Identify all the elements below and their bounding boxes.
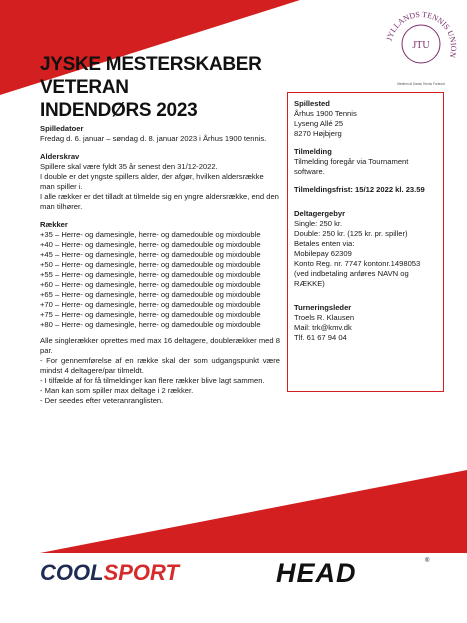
spilledatoer-text: Fredag d. 6. januar – søndag d. 8. januar 2023 i Århus 1900 tennis. <box>40 134 267 143</box>
raekke-item: +65 – Herre- og damesingle, herre- og damedouble og mixdouble <box>40 290 261 299</box>
spillested-line: Lyseng Allé 25 <box>294 119 344 128</box>
title-line-1: JYSKE MESTERSKABER VETERAN <box>40 54 262 98</box>
gebyr-line: (ved indbetaling anføres NAVN og RÆKKE) <box>294 269 409 288</box>
jtu-logo <box>380 6 462 88</box>
raekke-item: +35 – Herre- og damesingle, herre- og damedouble og mixdouble <box>40 230 261 239</box>
raekker-list <box>40 230 280 330</box>
gebyr-line: Double: 250 kr. (125 kr. pr. spiller) <box>294 229 408 238</box>
alderskrav-line: I alle rækker er det tilladt at tilmelde sig en yngre aldersrække, end den man tilhører. <box>40 192 279 211</box>
head-logo: HEAD <box>276 558 357 588</box>
raekke-item: +50 – Herre- og damesingle, herre- og damedouble og mixdouble <box>40 260 261 269</box>
raekker-heading: Rækker <box>40 220 68 229</box>
note-line: - For gennemførelse af en række skal der som udgangspunkt være mindst 4 deltagere/par tilmeldt. <box>40 356 280 375</box>
notes <box>40 336 280 406</box>
spillested-line: 8270 Højbjerg <box>294 129 342 138</box>
coolsport-logo <box>40 560 179 586</box>
logo-initials: JTU <box>412 40 430 51</box>
leder-line: Tlf. 61 67 94 04 <box>294 333 347 342</box>
gebyr-line: Mobilepay 62309 <box>294 249 352 258</box>
bottom-red-triangle <box>40 470 467 553</box>
leder-heading: Turneringsleder <box>294 303 352 312</box>
logo-caption: Medlem af Dansk Tennis Forbund <box>397 82 445 86</box>
title-line-2: INDENDØRS 2023 <box>40 100 198 121</box>
alderskrav-heading: Alderskrav <box>40 152 80 161</box>
info-sidebox <box>287 92 444 392</box>
note-line: - I tilfælde af for få tilmeldinger kan flere rækker blive lagt sammen. <box>40 376 265 385</box>
head-registered-mark: ® <box>425 558 430 564</box>
spillested-line: Århus 1900 Tennis <box>294 109 357 118</box>
raekke-item: +75 – Herre- og damesingle, herre- og damedouble og mixdouble <box>40 310 261 319</box>
note-line: Alle singlerækker oprettes med max 16 deltagere, doublerækker med 8 par. <box>40 336 280 355</box>
raekke-item: +70 – Herre- og damesingle, herre- og damedouble og mixdouble <box>40 300 261 309</box>
raekke-item: +40 – Herre- og damesingle, herre- og damedouble og mixdouble <box>40 240 261 249</box>
gebyr-line: Betales enten via: <box>294 239 355 248</box>
coolsport-part-b: SPORT <box>103 560 179 585</box>
gebyr-heading: Deltagergebyr <box>294 209 346 218</box>
raekke-item: +55 – Herre- og damesingle, herre- og damedouble og mixdouble <box>40 270 261 279</box>
note-line: - Man kan som spiller max deltage i 2 rækker. <box>40 386 194 395</box>
alderskrav-line: I double er det yngste spillers alder, der afgør, hvilken aldersrække man spiller i. <box>40 172 264 191</box>
raekke-item: +45 – Herre- og damesingle, herre- og damedouble og mixdouble <box>40 250 261 259</box>
spillested-heading: Spillested <box>294 99 330 108</box>
logo-ring-text: JYLLANDS TENNIS UNION <box>384 9 459 59</box>
coolsport-part-a: COOL <box>40 560 104 585</box>
tilmelding-text: Tilmelding foregår via Tournament software. <box>294 157 409 176</box>
gebyr-line: Single: 250 kr. <box>294 219 343 228</box>
tilmelding-heading: Tilmelding <box>294 147 332 156</box>
note-line: - Der seedes efter veteranranglisten. <box>40 396 164 405</box>
main-column <box>40 124 280 406</box>
leder-line: Mail: trk@kmv.dk <box>294 323 352 332</box>
leder-line: Troels R. Klausen <box>294 313 355 322</box>
raekke-item: +60 – Herre- og damesingle, herre- og damedouble og mixdouble <box>40 280 261 289</box>
gebyr-line: Konto Reg. nr. 7747 kontonr.1498053 <box>294 259 421 268</box>
spilledatoer-heading: Spilledatoer <box>40 124 84 133</box>
alderskrav-line: Spillere skal være fyldt 35 år senest den 31/12-2022. <box>40 162 218 171</box>
raekke-item: +80 – Herre- og damesingle, herre- og damedouble og mixdouble <box>40 320 261 329</box>
tilmeldingsfrist: Tilmeldingsfrist: 15/12 2022 kl. 23.59 <box>294 185 425 194</box>
